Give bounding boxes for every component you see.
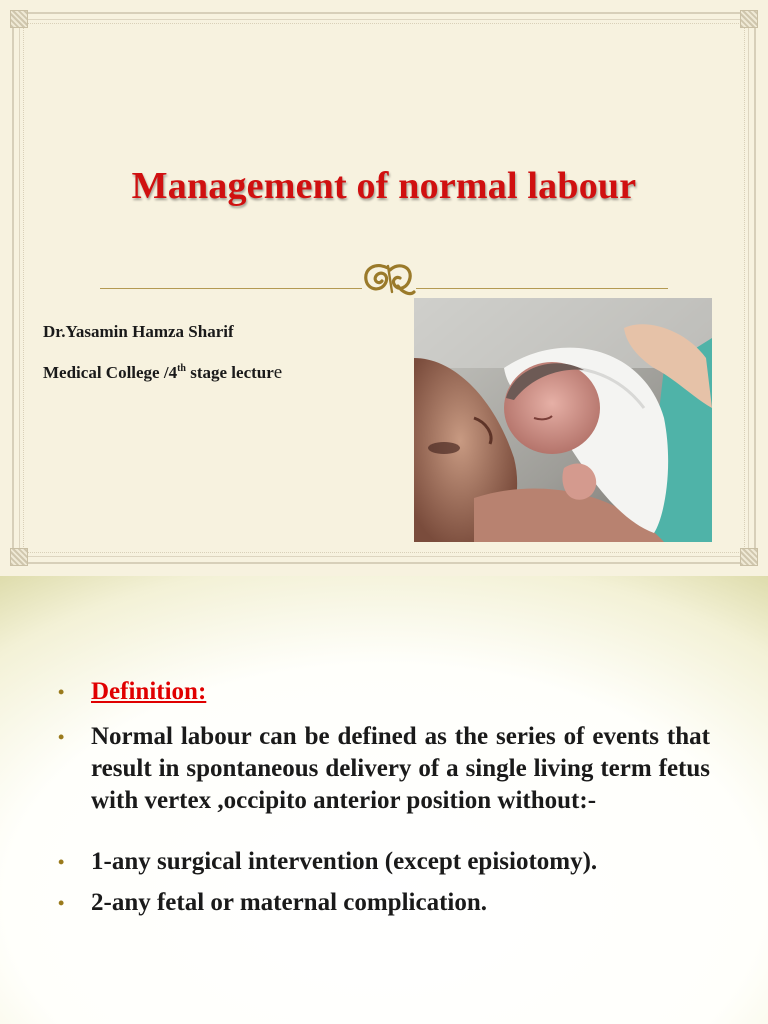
divider-line-right: [416, 288, 668, 289]
author-name: Dr.Yasamin Hamza Sharif: [43, 322, 234, 341]
slide-title: Management of normal labour: [131, 165, 637, 207]
college-tail: e: [273, 362, 283, 383]
list-item: [58, 846, 710, 878]
list-item: [58, 887, 710, 919]
corner-ornament: [10, 548, 28, 566]
ordinal-suffix: th: [177, 363, 186, 374]
definition-heading: Definition:: [91, 678, 207, 705]
corner-ornament: [740, 10, 758, 28]
criterion-1: 1-any surgical intervention (except episiotomy).: [91, 848, 598, 875]
criterion-2: 2-any fetal or maternal complication.: [91, 889, 487, 916]
bullet-icon: •: [58, 727, 65, 747]
definition-slide: [0, 576, 768, 1024]
corner-ornament: [10, 10, 28, 28]
college-prefix: Medical College /4: [43, 363, 178, 382]
corner-ornament: [740, 548, 758, 566]
bullet-icon: •: [58, 682, 65, 702]
divider-line-left: [100, 288, 362, 289]
bullet-icon: •: [58, 852, 65, 872]
college-mid: stage lectur: [185, 363, 274, 382]
college-line: [43, 357, 282, 385]
bullet-icon: •: [58, 893, 65, 913]
list-item: [58, 676, 710, 708]
list-item: [58, 721, 710, 817]
flourish-ornament-icon: [358, 258, 418, 302]
mother-newborn-photo: [414, 298, 712, 542]
bullet-list: [58, 676, 710, 919]
definition-text: Normal labour can be defined as the series of events that result in spontaneous delivery of a single living term fetus with vertex ,occipito anterior position without:-: [91, 723, 710, 814]
